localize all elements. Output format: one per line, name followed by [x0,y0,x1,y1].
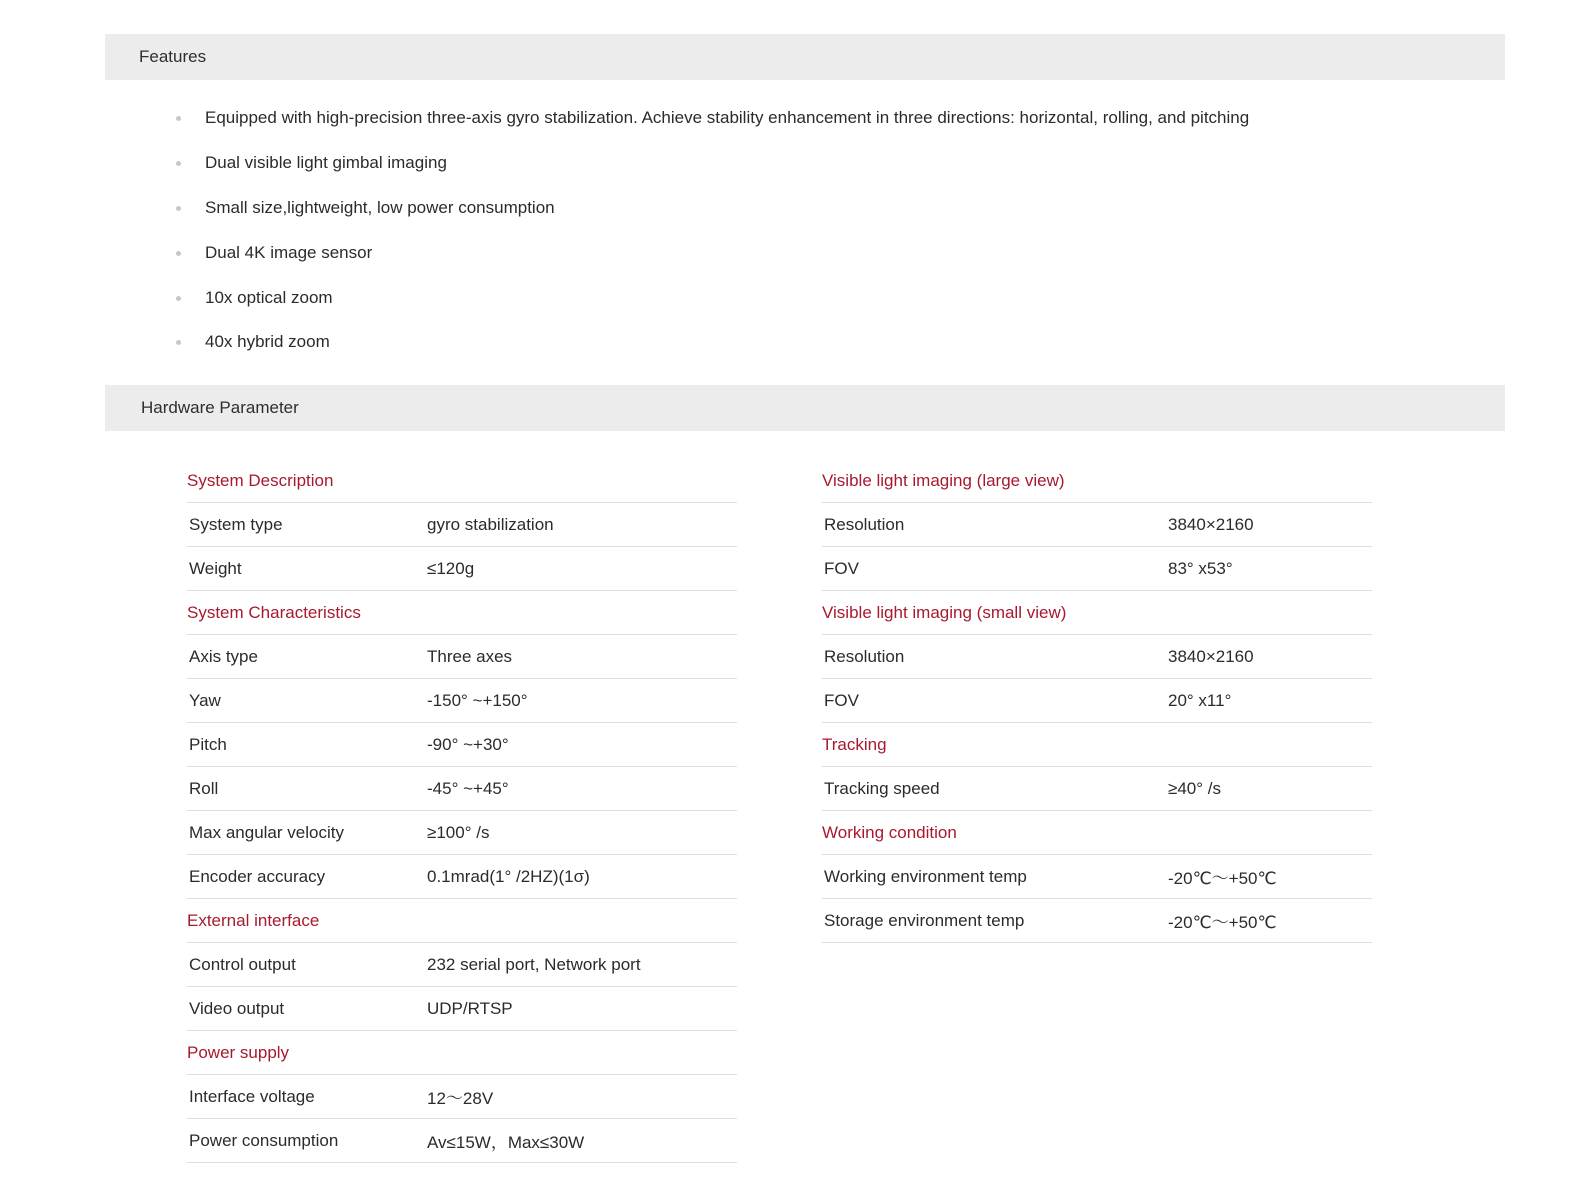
param-value: -20℃～+50℃ [1168,869,1277,888]
param-value: 83° x53° [1168,558,1233,578]
category-heading-label: System Characteristics [187,602,361,622]
category-heading-label: Working condition [822,822,957,842]
hardware-table-left [187,459,737,1163]
param-row [187,987,737,1031]
param-name: Resolution [824,514,905,534]
param-name: Video output [189,998,285,1018]
bullet-icon [176,340,181,345]
param-name: Power consumption [189,1130,339,1150]
param-name: Yaw [189,690,221,710]
param-row [822,899,1372,943]
param-row [187,1119,737,1163]
param-value: 3840×2160 [1168,646,1254,666]
bullet-icon [176,296,181,301]
param-value: 3840×2160 [1168,514,1254,534]
features-section-header [105,34,1505,80]
param-row [187,547,737,591]
param-value: 12～28V [427,1089,494,1108]
category-heading [187,1031,737,1075]
feature-item [176,186,1496,231]
category-heading-label: Visible light imaging (small view) [822,602,1067,622]
param-row [822,635,1372,679]
param-value: 0.1mrad(1° /2HZ)(1σ) [427,866,590,886]
param-row [187,679,737,723]
param-value: -45° ~+45° [427,778,509,798]
param-row [187,723,737,767]
category-heading [187,591,737,635]
hardware-title: Hardware Parameter [141,398,299,417]
feature-item [176,141,1496,186]
feature-text: Dual 4K image sensor [205,242,373,262]
param-value: Three axes [427,646,513,666]
param-row [822,679,1372,723]
param-value: 232 serial port, Network port [427,954,641,974]
param-row [187,811,737,855]
category-heading-label: External interface [187,910,320,930]
param-name: Max angular velocity [189,822,344,842]
param-name: Tracking speed [824,778,940,798]
feature-item [176,230,1496,275]
category-heading [822,591,1372,635]
feature-text: Dual visible light gimbal imaging [205,153,447,173]
param-name: Axis type [189,646,258,666]
bullet-icon [176,161,181,166]
bullet-icon [176,251,181,256]
hardware-section-header [105,385,1505,431]
param-name: Pitch [189,734,227,754]
param-name: System type [189,514,283,534]
category-heading [822,723,1372,767]
param-value: -20℃～+50℃ [1168,913,1277,932]
param-name: Resolution [824,646,905,666]
feature-item [176,320,1496,365]
param-value: ≥100° /s [427,822,490,842]
category-heading [822,459,1372,503]
param-value: UDP/RTSP [427,998,513,1018]
feature-text: 10x optical zoom [205,287,333,307]
param-value: gyro stabilization [427,514,554,534]
param-row [822,547,1372,591]
bullet-icon [176,116,181,121]
param-row [822,855,1372,899]
feature-text: Equipped with high-precision three-axis gyro stabilization. Achieve stability enhancement in three directions: horizontal, rolling, and pitching [205,108,1250,128]
category-heading-label: Tracking [822,734,887,754]
param-value: ≥40° /s [1168,778,1221,798]
param-name: FOV [824,690,859,710]
feature-text: 40x hybrid zoom [205,332,330,352]
param-row [187,635,737,679]
feature-item [176,275,1496,320]
param-value: Av≤15W，Max≤30W [427,1133,585,1152]
bullet-icon [176,206,181,211]
hardware-table-right [822,459,1372,943]
param-row [822,503,1372,547]
param-value: ≤120g [427,558,475,578]
features-list [176,96,1496,365]
param-row [187,1075,737,1119]
param-value: -90° ~+30° [427,734,509,754]
param-row [187,503,737,547]
features-title: Features [139,47,207,66]
param-name: Interface voltage [189,1086,315,1106]
param-row [187,943,737,987]
category-heading-label: Visible light imaging (large view) [822,470,1065,490]
category-heading [187,459,737,503]
param-value: 20° x11° [1168,690,1232,710]
param-name: Encoder accuracy [189,866,326,886]
param-name: Roll [189,778,219,798]
param-name: Storage environment temp [824,910,1025,930]
param-name: Working environment temp [824,866,1027,886]
param-row [187,767,737,811]
category-heading [822,811,1372,855]
category-heading-label: Power supply [187,1042,290,1062]
category-heading-label: System Description [187,470,334,490]
category-heading [187,899,737,943]
param-name: Weight [189,558,242,578]
param-row [187,855,737,899]
param-row [822,767,1372,811]
param-value: -150° ~+150° [427,690,528,710]
param-name: FOV [824,558,859,578]
feature-text: Small size,lightweight, low power consumption [205,197,555,217]
feature-item [176,96,1496,141]
param-name: Control output [189,954,296,974]
